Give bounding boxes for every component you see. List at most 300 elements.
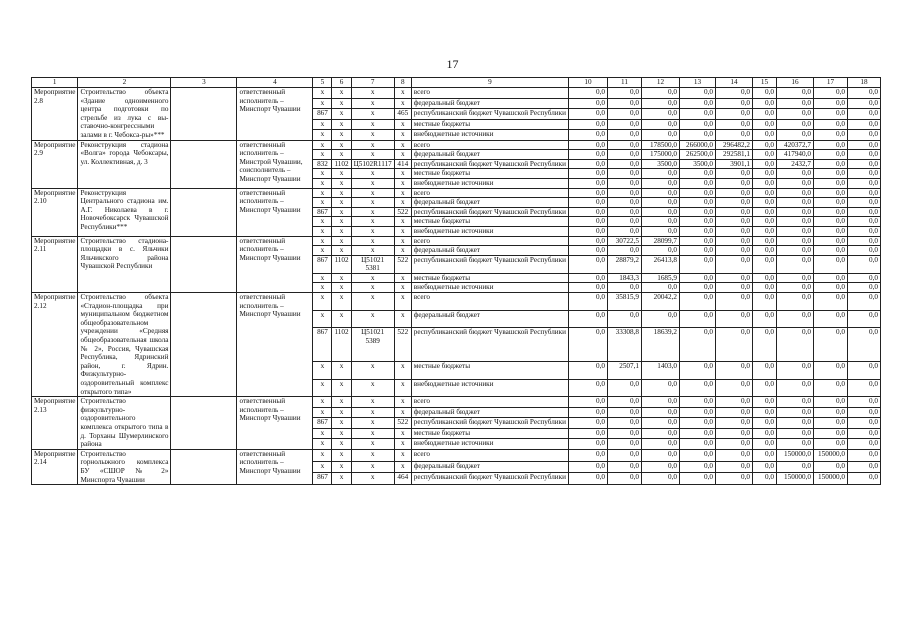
amount-cell: 0,0 bbox=[847, 217, 880, 227]
amount-cell: 0,0 bbox=[607, 418, 641, 429]
event-description: Строительство горнолыжного комплекса БУ «СШОР № 2» Минспорта Чувашии bbox=[78, 449, 171, 484]
amount-cell: 0,0 bbox=[776, 130, 813, 141]
funding-source: федеральный бюджет bbox=[411, 310, 568, 328]
amount-cell: 0,0 bbox=[568, 140, 607, 150]
amount-cell: 0,0 bbox=[752, 188, 776, 198]
code-section: х bbox=[332, 461, 351, 473]
funding-source: республиканский бюджет Чувашской Республики bbox=[411, 255, 568, 273]
amount-cell: 0,0 bbox=[607, 428, 641, 439]
amount-cell: 0,0 bbox=[568, 461, 607, 473]
empty-cell bbox=[171, 140, 237, 188]
code-expense-group: 522 bbox=[394, 255, 411, 273]
code-target-article: х bbox=[351, 428, 394, 439]
amount-cell: 420372,7 bbox=[776, 140, 813, 150]
amount-cell: 0,0 bbox=[847, 140, 880, 150]
column-number: 6 bbox=[332, 78, 351, 88]
amount-cell: 0,0 bbox=[641, 98, 679, 109]
code-expense-group: х bbox=[394, 310, 411, 328]
amount-cell: 0,0 bbox=[847, 236, 880, 246]
funding-source: всего bbox=[411, 140, 568, 150]
code-grbs: х bbox=[313, 178, 332, 188]
amount-cell: 0,0 bbox=[847, 98, 880, 109]
amount-cell: 0,0 bbox=[813, 310, 847, 328]
funding-source: местные бюджеты bbox=[411, 217, 568, 227]
empty-cell bbox=[171, 449, 237, 484]
amount-cell: 0,0 bbox=[568, 236, 607, 246]
amount-cell: 0,0 bbox=[715, 379, 752, 397]
amount-cell: 0,0 bbox=[641, 198, 679, 208]
amount-cell: 0,0 bbox=[568, 207, 607, 217]
event-code: Мероприятие 2.9 bbox=[32, 140, 78, 188]
funding-source: местные бюджеты bbox=[411, 273, 568, 283]
code-section: х bbox=[332, 119, 351, 130]
code-grbs: х bbox=[313, 273, 332, 283]
amount-cell: 0,0 bbox=[607, 140, 641, 150]
amount-cell: 0,0 bbox=[847, 310, 880, 328]
amount-cell: 0,0 bbox=[568, 169, 607, 179]
amount-cell: 0,0 bbox=[847, 461, 880, 473]
amount-cell: 417940,0 bbox=[776, 150, 813, 160]
amount-cell: 0,0 bbox=[813, 439, 847, 450]
amount-cell: 0,0 bbox=[715, 293, 752, 311]
amount-cell: 0,0 bbox=[813, 98, 847, 109]
code-expense-group: 522 bbox=[394, 328, 411, 361]
amount-cell: 0,0 bbox=[568, 283, 607, 293]
amount-cell: 0,0 bbox=[607, 119, 641, 130]
code-target-article: х bbox=[351, 188, 394, 198]
code-expense-group: х bbox=[394, 461, 411, 473]
amount-cell: 292581,1 bbox=[715, 150, 752, 160]
code-target-article: х bbox=[351, 283, 394, 293]
code-grbs: х bbox=[313, 226, 332, 236]
amount-cell: 0,0 bbox=[641, 397, 679, 408]
event-description: Строительство физкультурно-оздоровительного комплекса открытого типа в д. Торханы Шумерлинского района bbox=[78, 397, 171, 450]
code-section: х bbox=[332, 169, 351, 179]
amount-cell: 0,0 bbox=[568, 439, 607, 450]
amount-cell: 0,0 bbox=[813, 178, 847, 188]
event-description: Строительство объекта «Здание одноименного центра подготовки по стрельбе из лука с вы-ставочно-конгрессными залами в г. Чебокса-ры»*** bbox=[78, 88, 171, 141]
amount-cell: 0,0 bbox=[752, 119, 776, 130]
amount-cell: 0,0 bbox=[847, 198, 880, 208]
code-expense-group: 464 bbox=[394, 473, 411, 485]
amount-cell: 0,0 bbox=[568, 418, 607, 429]
responsible-executor: ответственный исполнитель – Минспорт Чувашии bbox=[237, 88, 313, 141]
code-grbs: х bbox=[313, 310, 332, 328]
funding-source: республиканский бюджет Чувашской Республики bbox=[411, 328, 568, 361]
amount-cell: 0,0 bbox=[813, 418, 847, 429]
code-target-article: х bbox=[351, 236, 394, 246]
amount-cell: 0,0 bbox=[752, 217, 776, 227]
amount-cell: 0,0 bbox=[568, 88, 607, 99]
amount-cell: 262500,0 bbox=[679, 150, 715, 160]
code-expense-group: 522 bbox=[394, 418, 411, 429]
event-code: Мероприятие 2.11 bbox=[32, 236, 78, 293]
funding-source: всего bbox=[411, 88, 568, 99]
code-target-article: х bbox=[351, 310, 394, 328]
event-description: Реконструкция стадиона «Волга» города Чебоксары, ул. Коллективная, д. 3 bbox=[78, 140, 171, 188]
code-target-article: х bbox=[351, 150, 394, 160]
amount-cell: 0,0 bbox=[679, 236, 715, 246]
amount-cell: 0,0 bbox=[679, 328, 715, 361]
code-target-article: х bbox=[351, 461, 394, 473]
code-target-article: х bbox=[351, 207, 394, 217]
funding-source: федеральный бюджет bbox=[411, 461, 568, 473]
column-number: 3 bbox=[171, 78, 237, 88]
code-expense-group: х bbox=[394, 361, 411, 379]
amount-cell: 0,0 bbox=[776, 273, 813, 283]
code-grbs: х bbox=[313, 150, 332, 160]
amount-cell: 0,0 bbox=[607, 198, 641, 208]
amount-cell: 266000,0 bbox=[679, 140, 715, 150]
amount-cell: 0,0 bbox=[715, 198, 752, 208]
code-expense-group: х bbox=[394, 217, 411, 227]
column-number: 15 bbox=[752, 78, 776, 88]
code-section: х bbox=[332, 397, 351, 408]
amount-cell: 0,0 bbox=[679, 379, 715, 397]
amount-cell: 0,0 bbox=[568, 198, 607, 208]
amount-cell: 150000,0 bbox=[776, 449, 813, 461]
amount-cell: 33308,8 bbox=[607, 328, 641, 361]
funding-source: республиканский бюджет Чувашской Республики bbox=[411, 207, 568, 217]
funding-source: федеральный бюджет bbox=[411, 246, 568, 256]
code-target-article: х bbox=[351, 98, 394, 109]
code-section: х bbox=[332, 310, 351, 328]
code-section: х bbox=[332, 188, 351, 198]
code-grbs: х bbox=[313, 379, 332, 397]
funding-source: местные бюджеты bbox=[411, 428, 568, 439]
amount-cell: 0,0 bbox=[813, 328, 847, 361]
amount-cell: 0,0 bbox=[607, 217, 641, 227]
amount-cell: 0,0 bbox=[776, 397, 813, 408]
amount-cell: 0,0 bbox=[752, 178, 776, 188]
code-expense-group: х bbox=[394, 119, 411, 130]
column-number: 5 bbox=[313, 78, 332, 88]
funding-source: внебюджетные источники bbox=[411, 226, 568, 236]
funding-source: всего bbox=[411, 293, 568, 311]
amount-cell: 0,0 bbox=[752, 109, 776, 120]
event-description: Строительство стадиона-площадки в с. Яльчики Яльчикского района Чувашской Республики bbox=[78, 236, 171, 293]
table-row bbox=[32, 88, 881, 99]
code-expense-group: х bbox=[394, 379, 411, 397]
amount-cell: 0,0 bbox=[847, 246, 880, 256]
amount-cell: 3500,0 bbox=[641, 159, 679, 169]
empty-cell bbox=[171, 236, 237, 293]
amount-cell: 0,0 bbox=[715, 178, 752, 188]
amount-cell: 0,0 bbox=[813, 188, 847, 198]
column-number-row bbox=[32, 78, 881, 88]
code-grbs: х bbox=[313, 439, 332, 450]
amount-cell: 1843,3 bbox=[607, 273, 641, 283]
table-row bbox=[32, 140, 881, 150]
amount-cell: 0,0 bbox=[847, 473, 880, 485]
amount-cell: 0,0 bbox=[679, 397, 715, 408]
amount-cell: 0,0 bbox=[715, 283, 752, 293]
amount-cell: 0,0 bbox=[641, 207, 679, 217]
amount-cell: 0,0 bbox=[679, 273, 715, 283]
amount-cell: 0,0 bbox=[641, 246, 679, 256]
amount-cell: 0,0 bbox=[679, 178, 715, 188]
amount-cell: 0,0 bbox=[847, 207, 880, 217]
code-expense-group: 522 bbox=[394, 207, 411, 217]
amount-cell: 0,0 bbox=[813, 428, 847, 439]
amount-cell: 0,0 bbox=[641, 130, 679, 141]
amount-cell: 0,0 bbox=[568, 449, 607, 461]
page-number: 17 bbox=[446, 57, 459, 71]
amount-cell: 0,0 bbox=[813, 169, 847, 179]
amount-cell: 0,0 bbox=[568, 293, 607, 311]
amount-cell: 0,0 bbox=[776, 379, 813, 397]
funding-source: внебюджетные источники bbox=[411, 283, 568, 293]
empty-cell bbox=[171, 188, 237, 236]
empty-cell bbox=[171, 88, 237, 141]
code-grbs: х bbox=[313, 88, 332, 99]
column-number: 2 bbox=[78, 78, 171, 88]
amount-cell: 0,0 bbox=[715, 130, 752, 141]
code-target-article: х bbox=[351, 273, 394, 283]
amount-cell: 0,0 bbox=[607, 178, 641, 188]
funding-source: внебюджетные источники bbox=[411, 178, 568, 188]
code-section: х bbox=[332, 379, 351, 397]
amount-cell: 0,0 bbox=[641, 428, 679, 439]
amount-cell: 0,0 bbox=[776, 283, 813, 293]
code-expense-group: х bbox=[394, 98, 411, 109]
amount-cell: 0,0 bbox=[776, 461, 813, 473]
code-grbs: 867 bbox=[313, 109, 332, 120]
code-grbs: 867 bbox=[313, 473, 332, 485]
code-section: х bbox=[332, 198, 351, 208]
amount-cell: 0,0 bbox=[679, 119, 715, 130]
amount-cell: 0,0 bbox=[813, 246, 847, 256]
amount-cell: 0,0 bbox=[607, 473, 641, 485]
amount-cell: 28879,2 bbox=[607, 255, 641, 273]
amount-cell: 1685,9 bbox=[641, 273, 679, 283]
table-row bbox=[32, 293, 881, 311]
column-number: 18 bbox=[847, 78, 880, 88]
amount-cell: 3901,1 bbox=[715, 159, 752, 169]
code-section: х bbox=[332, 293, 351, 311]
amount-cell: 0,0 bbox=[568, 428, 607, 439]
amount-cell: 0,0 bbox=[752, 198, 776, 208]
amount-cell: 0,0 bbox=[679, 255, 715, 273]
column-number: 17 bbox=[813, 78, 847, 88]
amount-cell: 0,0 bbox=[776, 418, 813, 429]
amount-cell: 0,0 bbox=[679, 198, 715, 208]
amount-cell: 0,0 bbox=[715, 88, 752, 99]
funding-source: всего bbox=[411, 188, 568, 198]
code-target-article: х bbox=[351, 379, 394, 397]
amount-cell: 0,0 bbox=[715, 397, 752, 408]
code-expense-group: х bbox=[394, 130, 411, 141]
amount-cell: 0,0 bbox=[752, 310, 776, 328]
amount-cell: 0,0 bbox=[607, 407, 641, 418]
amount-cell: 0,0 bbox=[847, 407, 880, 418]
code-expense-group: х bbox=[394, 198, 411, 208]
code-section: х bbox=[332, 246, 351, 256]
code-grbs: х bbox=[313, 397, 332, 408]
amount-cell: 0,0 bbox=[679, 473, 715, 485]
amount-cell: 0,0 bbox=[679, 98, 715, 109]
amount-cell: 0,0 bbox=[752, 379, 776, 397]
funding-source: федеральный бюджет bbox=[411, 198, 568, 208]
amount-cell: 0,0 bbox=[752, 397, 776, 408]
code-expense-group: х bbox=[394, 236, 411, 246]
funding-source: местные бюджеты bbox=[411, 119, 568, 130]
amount-cell: 0,0 bbox=[752, 88, 776, 99]
table-row bbox=[32, 449, 881, 461]
amount-cell: 0,0 bbox=[679, 449, 715, 461]
code-target-article: х bbox=[351, 140, 394, 150]
amount-cell: 0,0 bbox=[776, 293, 813, 311]
amount-cell: 0,0 bbox=[776, 198, 813, 208]
amount-cell: 0,0 bbox=[607, 246, 641, 256]
amount-cell: 0,0 bbox=[847, 226, 880, 236]
code-section: х bbox=[332, 273, 351, 283]
amount-cell: 0,0 bbox=[641, 418, 679, 429]
code-section: х bbox=[332, 473, 351, 485]
amount-cell: 0,0 bbox=[813, 140, 847, 150]
budget-table bbox=[31, 77, 881, 485]
column-number: 4 bbox=[237, 78, 313, 88]
amount-cell: 0,0 bbox=[752, 226, 776, 236]
code-target-article: х bbox=[351, 169, 394, 179]
column-number: 8 bbox=[394, 78, 411, 88]
amount-cell: 2432,7 bbox=[776, 159, 813, 169]
code-section: 1102 bbox=[332, 328, 351, 361]
amount-cell: 0,0 bbox=[813, 283, 847, 293]
amount-cell: 0,0 bbox=[715, 418, 752, 429]
amount-cell: 0,0 bbox=[641, 407, 679, 418]
amount-cell: 0,0 bbox=[813, 273, 847, 283]
amount-cell: 0,0 bbox=[641, 119, 679, 130]
amount-cell: 0,0 bbox=[679, 169, 715, 179]
amount-cell: 0,0 bbox=[752, 255, 776, 273]
amount-cell: 0,0 bbox=[679, 130, 715, 141]
amount-cell: 0,0 bbox=[752, 428, 776, 439]
code-expense-group: х bbox=[394, 169, 411, 179]
amount-cell: 0,0 bbox=[776, 119, 813, 130]
amount-cell: 0,0 bbox=[847, 328, 880, 361]
amount-cell: 0,0 bbox=[679, 88, 715, 99]
code-expense-group: х bbox=[394, 246, 411, 256]
amount-cell: 0,0 bbox=[641, 109, 679, 120]
table-row bbox=[32, 188, 881, 198]
amount-cell: 0,0 bbox=[847, 169, 880, 179]
empty-cell bbox=[171, 397, 237, 450]
code-grbs: х bbox=[313, 361, 332, 379]
column-number: 12 bbox=[641, 78, 679, 88]
amount-cell: 0,0 bbox=[679, 207, 715, 217]
table-row bbox=[32, 236, 881, 246]
amount-cell: 0,0 bbox=[776, 109, 813, 120]
amount-cell: 0,0 bbox=[847, 418, 880, 429]
responsible-executor: ответственный исполнитель – Минспорт Чувашии bbox=[237, 449, 313, 484]
funding-source: республиканский бюджет Чувашской Республики bbox=[411, 159, 568, 169]
amount-cell: 0,0 bbox=[776, 407, 813, 418]
amount-cell: 0,0 bbox=[813, 236, 847, 246]
amount-cell: 0,0 bbox=[847, 255, 880, 273]
responsible-executor: ответственный исполнитель – Минспорт Чувашии bbox=[237, 397, 313, 450]
amount-cell: 0,0 bbox=[715, 98, 752, 109]
amount-cell: 0,0 bbox=[641, 226, 679, 236]
funding-source: всего bbox=[411, 449, 568, 461]
amount-cell: 0,0 bbox=[847, 293, 880, 311]
amount-cell: 0,0 bbox=[607, 397, 641, 408]
amount-cell: 0,0 bbox=[607, 109, 641, 120]
event-code: Мероприятие 2.10 bbox=[32, 188, 78, 236]
amount-cell: 0,0 bbox=[776, 236, 813, 246]
amount-cell: 0,0 bbox=[641, 379, 679, 397]
amount-cell: 0,0 bbox=[568, 159, 607, 169]
amount-cell: 296482,2 bbox=[715, 140, 752, 150]
code-section: х bbox=[332, 207, 351, 217]
amount-cell: 35815,9 bbox=[607, 293, 641, 311]
amount-cell: 0,0 bbox=[776, 439, 813, 450]
code-section: х bbox=[332, 361, 351, 379]
amount-cell: 0,0 bbox=[813, 293, 847, 311]
code-target-article: х bbox=[351, 246, 394, 256]
amount-cell: 0,0 bbox=[715, 217, 752, 227]
responsible-executor: ответственный исполнитель – Минспорт Чувашии bbox=[237, 236, 313, 293]
column-number: 11 bbox=[607, 78, 641, 88]
amount-cell: 0,0 bbox=[752, 283, 776, 293]
code-grbs: х bbox=[313, 188, 332, 198]
amount-cell: 0,0 bbox=[752, 418, 776, 429]
code-section: х bbox=[332, 418, 351, 429]
amount-cell: 0,0 bbox=[752, 140, 776, 150]
amount-cell: 0,0 bbox=[752, 130, 776, 141]
code-expense-group: х bbox=[394, 449, 411, 461]
code-expense-group: х bbox=[394, 283, 411, 293]
amount-cell: 0,0 bbox=[568, 188, 607, 198]
amount-cell: 0,0 bbox=[776, 361, 813, 379]
column-number: 10 bbox=[568, 78, 607, 88]
funding-source: республиканский бюджет Чувашской Республики bbox=[411, 473, 568, 485]
amount-cell: 0,0 bbox=[679, 310, 715, 328]
amount-cell: 0,0 bbox=[776, 169, 813, 179]
amount-cell: 0,0 bbox=[776, 255, 813, 273]
amount-cell: 0,0 bbox=[776, 246, 813, 256]
amount-cell: 150000,0 bbox=[776, 473, 813, 485]
amount-cell: 0,0 bbox=[847, 178, 880, 188]
amount-cell: 0,0 bbox=[776, 188, 813, 198]
responsible-executor: ответственный исполнитель – Минстрой Чувашии, соисполнитель – Минспорт Чувашии bbox=[237, 140, 313, 188]
amount-cell: 0,0 bbox=[776, 226, 813, 236]
amount-cell: 0,0 bbox=[715, 236, 752, 246]
code-grbs: х bbox=[313, 140, 332, 150]
code-target-article: х bbox=[351, 293, 394, 311]
amount-cell: 0,0 bbox=[813, 119, 847, 130]
amount-cell: 0,0 bbox=[568, 310, 607, 328]
code-target-article: х bbox=[351, 226, 394, 236]
code-expense-group: х bbox=[394, 226, 411, 236]
code-grbs: х bbox=[313, 407, 332, 418]
amount-cell: 0,0 bbox=[847, 159, 880, 169]
amount-cell: 0,0 bbox=[568, 473, 607, 485]
amount-cell: 0,0 bbox=[641, 461, 679, 473]
amount-cell: 0,0 bbox=[715, 428, 752, 439]
code-expense-group: х bbox=[394, 150, 411, 160]
code-grbs: х bbox=[313, 293, 332, 311]
empty-cell bbox=[171, 293, 237, 397]
amount-cell: 0,0 bbox=[715, 310, 752, 328]
table-row bbox=[32, 397, 881, 408]
amount-cell: 0,0 bbox=[568, 217, 607, 227]
amount-cell: 0,0 bbox=[568, 150, 607, 160]
column-number: 13 bbox=[679, 78, 715, 88]
code-grbs: х bbox=[313, 169, 332, 179]
code-expense-group: х bbox=[394, 439, 411, 450]
amount-cell: 0,0 bbox=[715, 439, 752, 450]
